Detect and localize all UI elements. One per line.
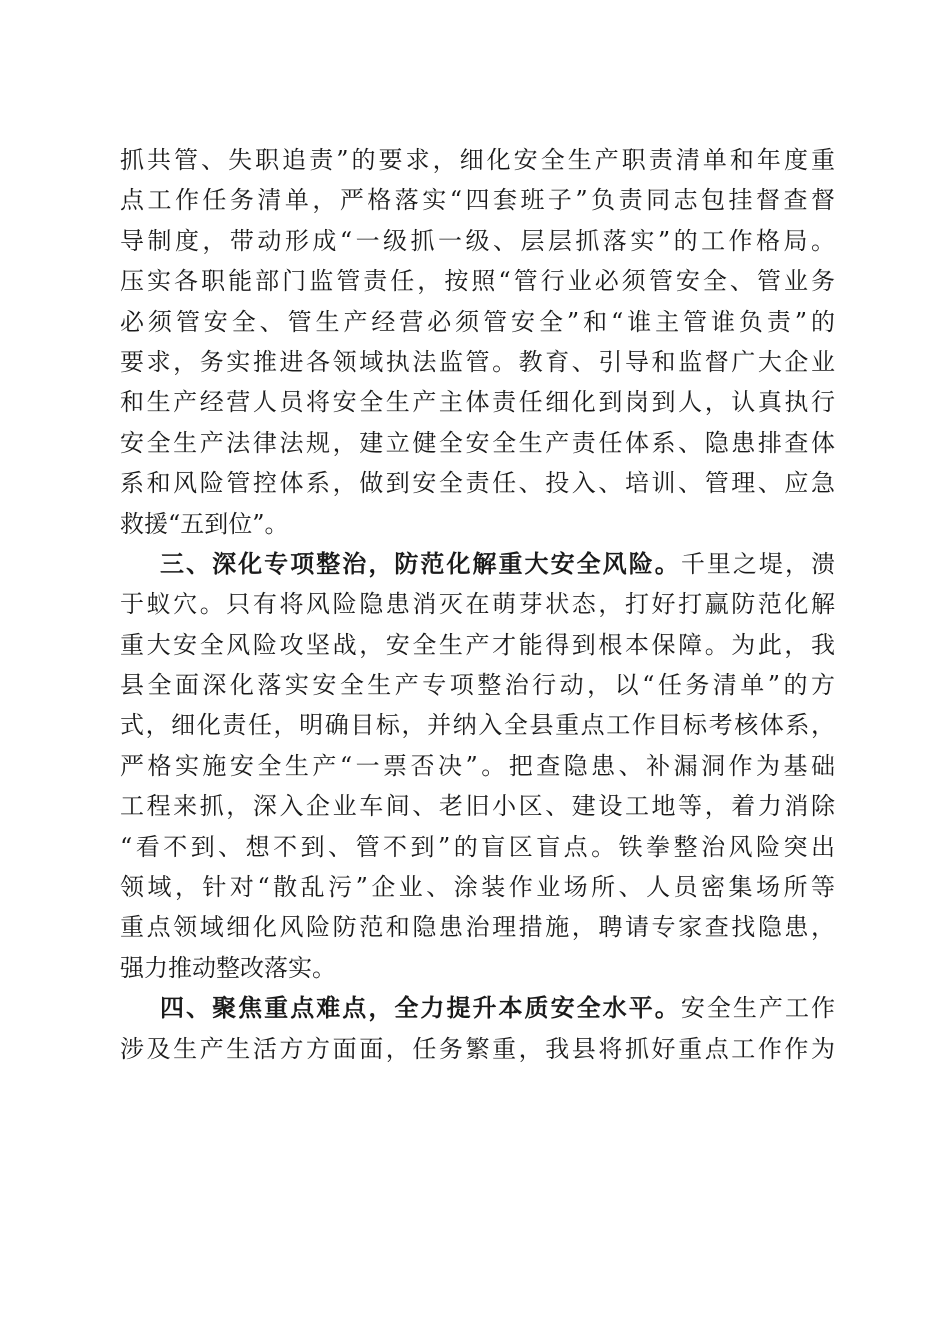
text-line: 安全生产法律法规，建立健全安全生产责任体系、隐患排查体 <box>120 428 835 457</box>
section-heading: 三、深化专项整治，防范化解重大安全风险。 <box>160 548 681 578</box>
text-line: 点工作任务清单，严格落实“四套班子”负责同志包挂督查督 <box>120 186 835 215</box>
text-line: 压实各职能部门监管责任，按照“管行业必须管安全、管业务 <box>120 267 835 296</box>
text-line: 系和风险管控体系，做到安全责任、投入、培训、管理、应急 <box>120 469 835 498</box>
text-line: “看不到、想不到、管不到”的盲区盲点。铁拳整治风险突出 <box>120 832 835 861</box>
heading-line-rest: 千里之堤，溃 <box>680 549 836 578</box>
text-line: 抓共管、失职追责”的要求，细化安全生产职责清单和年度重 <box>120 146 835 174</box>
section-heading-line <box>120 988 835 1028</box>
text-line: 式，细化责任，明确目标，并纳入全县重点工作目标考核体系， <box>120 711 835 740</box>
paragraph-section-3 <box>120 544 835 988</box>
text-line: 救援“五到位”。 <box>120 509 289 538</box>
text-line: 重点领域细化风险防范和隐患治理措施，聘请专家查找隐患， <box>120 913 835 942</box>
paragraph-section-4 <box>120 988 835 1069</box>
section-heading: 四、聚焦重点难点，全力提升本质安全水平。 <box>160 993 681 1023</box>
text-line: 涉及生产生活方方面面，任务繁重，我县将抓好重点工作作为 <box>120 1034 835 1063</box>
paragraph-1 <box>120 140 835 544</box>
text-line: 工程来抓，深入企业车间、老旧小区、建设工地等，着力消除 <box>120 792 835 821</box>
text-line: 强力推动整改落实。 <box>120 953 336 982</box>
text-line: 和生产经营人员将安全生产主体责任细化到岗到人，认真执行 <box>120 388 835 417</box>
text-line: 于蚁穴。只有将风险隐患消灭在萌芽状态，打好打赢防范化解 <box>120 590 835 619</box>
text-line: 县全面深化落实安全生产专项整治行动，以“任务清单”的方 <box>120 671 835 700</box>
heading-line-rest: 安全生产工作 <box>680 994 836 1023</box>
text-line: 重大安全风险攻坚战，安全生产才能得到根本保障。为此，我 <box>120 630 835 659</box>
text-line: 要求，务实推进各领域执法监管。教育、引导和监督广大企业 <box>120 347 835 376</box>
section-heading-line <box>120 544 835 584</box>
document-body <box>120 140 835 1069</box>
text-line: 领域，针对“散乱污”企业、涂装作业场所、人员密集场所等 <box>120 873 835 902</box>
text-line: 严格实施安全生产“一票否决”。把查隐患、补漏洞作为基础 <box>120 751 835 780</box>
text-line: 必须管安全、管生产经营必须管安全”和“谁主管谁负责”的 <box>120 307 835 336</box>
text-line: 导制度，带动形成“一级抓一级、层层抓落实”的工作格局。 <box>120 226 835 255</box>
